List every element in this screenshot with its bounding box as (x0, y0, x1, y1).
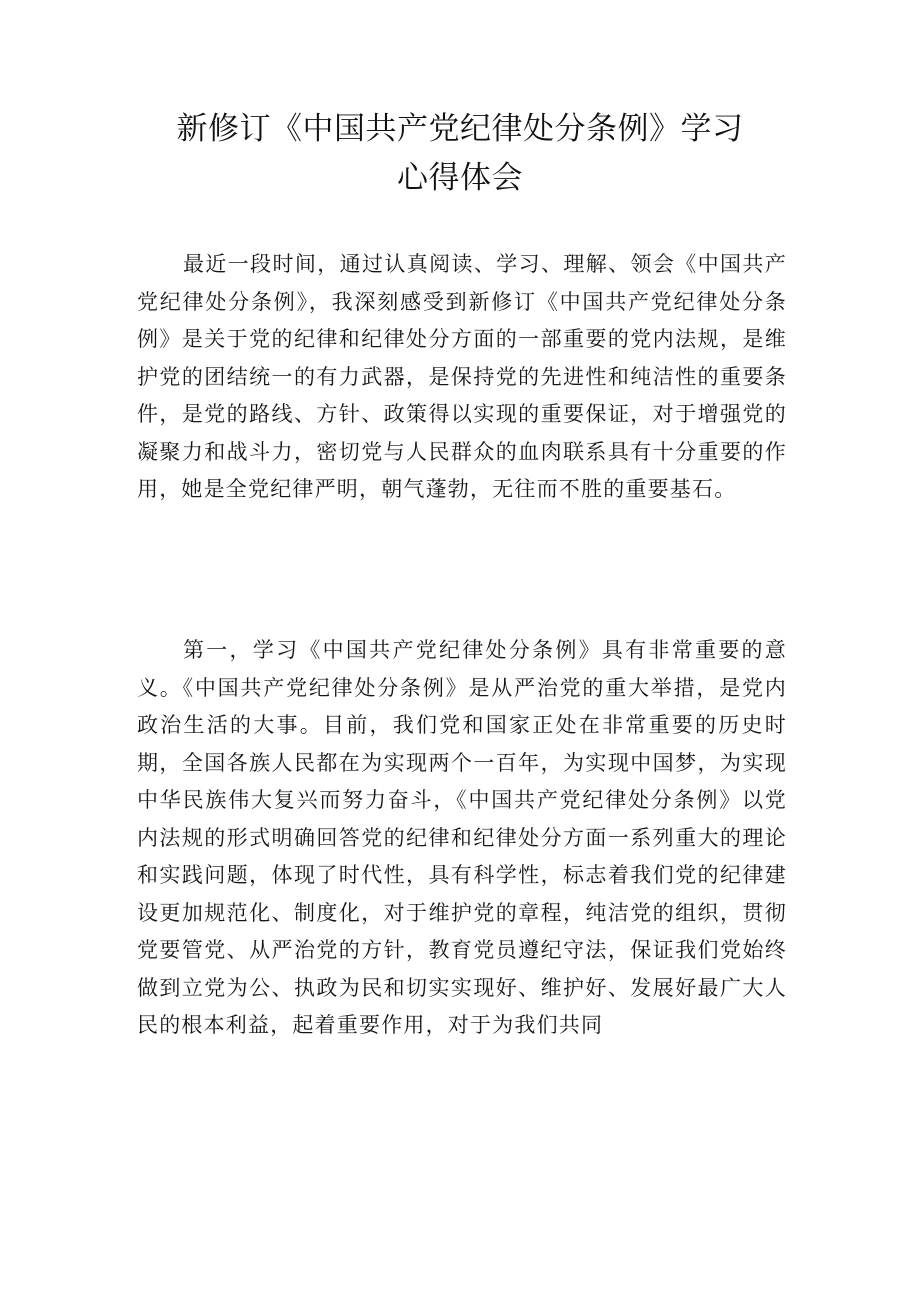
body-paragraph-2: 第一，学习《中国共产党纪律处分条例》具有非常重要的意义。《中国共产党纪律处分条例》是从严治党的重大举措，是党内政治生活的大事。目前，我们党和国家正处在非常重要的历史时期，全国各族人民都在为实现两个一百年，为实现中国梦，为实现中华民族伟大复兴而努力奋斗，《中国共产党纪律处分条例》以党内法规的形式明确回答党的纪律和纪律处分方面一系列重大的理论和实践问题，体现了时代性，具有科学性，标志着我们党的纪律建设更加规范化、制度化，对于维护党的章程，纯洁党的组织，贯彻党要管党、从严治党的方针，教育党员遵纪守法，保证我们党始终做到立党为公、执政为民和切实实现好、维护好、发展好最广大人民的根本利益，起着重要作用，对于为我们共同 (137, 638, 787, 1037)
body-paragraph-1: 最近一段时间，通过认真阅读、学习、理解、领会《中国共产党纪律处分条例》，我深刻感受到新修订《中国共产党纪律处分条例》是关于党的纪律和纪律处分方面的一部重要的党内法规，是维护党的团结统一的有力武器，是保持党的先进性和纯洁性的重要条件，是党的路线、方针、政策得以实现的重要保证，对于增强党的凝聚力和战斗力，密切党与人民群众的血肉联系具有十分重要的作用，她是全党纪律严明，朝气蓬勃，无往而不胜的重要基石。 (137, 252, 787, 501)
document-title-line-1: 新修订《中国共产党纪律处分条例》学习 (176, 111, 744, 147)
document-title-line-2: 心得体会 (397, 160, 523, 196)
